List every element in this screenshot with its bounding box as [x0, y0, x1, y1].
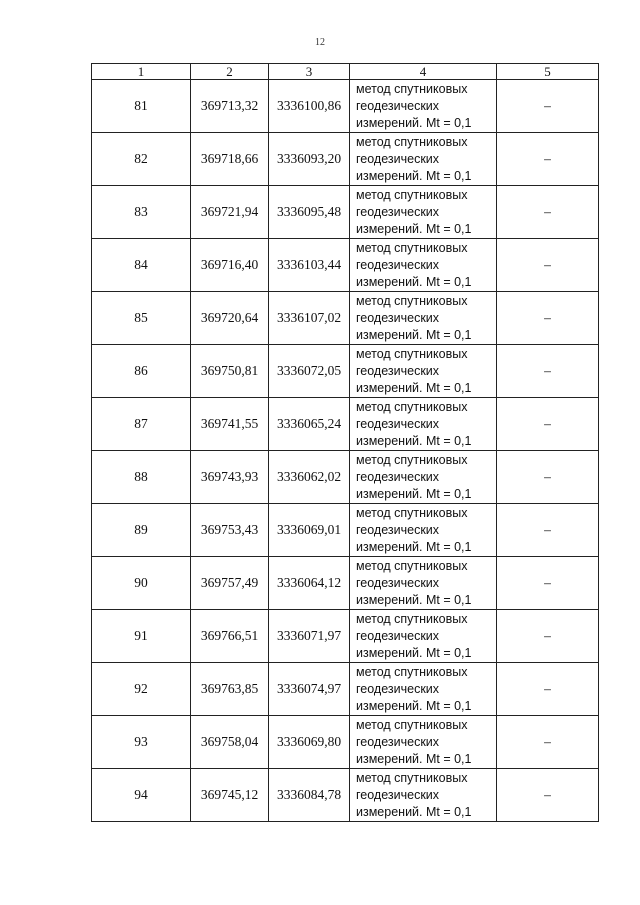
x-coordinate-cell: 369766,51: [191, 610, 269, 663]
note-cell: –: [497, 133, 599, 186]
note-cell: –: [497, 239, 599, 292]
method-line: измерений. Mt = 0,1: [356, 645, 472, 660]
note-cell: –: [497, 292, 599, 345]
method-line: измерений. Mt = 0,1: [356, 539, 472, 554]
column-header-4: 4: [350, 64, 497, 80]
method-line: измерений. Mt = 0,1: [356, 221, 472, 236]
method-cell: [350, 80, 497, 133]
table-row: [92, 80, 599, 133]
method-line: измерений. Mt = 0,1: [356, 433, 472, 448]
method-line: геодезических: [356, 734, 440, 749]
x-coordinate-cell: 369713,32: [191, 80, 269, 133]
y-coordinate-cell: 3336074,97: [269, 663, 350, 716]
method-line: метод спутниковых: [356, 770, 468, 785]
method-line: геодезических: [356, 469, 440, 484]
method-cell: [350, 663, 497, 716]
column-header-2: 2: [191, 64, 269, 80]
point-number-cell: 85: [92, 292, 191, 345]
point-number-cell: 90: [92, 557, 191, 610]
column-header-3: 3: [269, 64, 350, 80]
table-row: [92, 663, 599, 716]
method-line: измерений. Mt = 0,1: [356, 115, 472, 130]
method-line: измерений. Mt = 0,1: [356, 751, 472, 766]
method-cell: [350, 557, 497, 610]
x-coordinate-cell: 369741,55: [191, 398, 269, 451]
x-coordinate-cell: 369750,81: [191, 345, 269, 398]
point-number-cell: 93: [92, 716, 191, 769]
note-cell: –: [497, 716, 599, 769]
x-coordinate-cell: 369745,12: [191, 769, 269, 822]
x-coordinate-cell: 369718,66: [191, 133, 269, 186]
method-cell: [350, 451, 497, 504]
table-row: [92, 451, 599, 504]
method-line: геодезических: [356, 257, 440, 272]
method-line: геодезических: [356, 363, 440, 378]
method-cell: [350, 292, 497, 345]
x-coordinate-cell: 369757,49: [191, 557, 269, 610]
method-cell: [350, 345, 497, 398]
point-number-cell: 84: [92, 239, 191, 292]
method-line: геодезических: [356, 98, 440, 113]
method-cell: [350, 239, 497, 292]
method-line: измерений. Mt = 0,1: [356, 168, 472, 183]
x-coordinate-cell: 369716,40: [191, 239, 269, 292]
method-line: геодезических: [356, 522, 440, 537]
point-number-cell: 89: [92, 504, 191, 557]
method-line: геодезических: [356, 310, 440, 325]
method-line: метод спутниковых: [356, 558, 468, 573]
method-cell: [350, 610, 497, 663]
note-cell: –: [497, 610, 599, 663]
method-line: геодезических: [356, 787, 440, 802]
method-cell: [350, 716, 497, 769]
method-cell: [350, 504, 497, 557]
y-coordinate-cell: 3336069,80: [269, 716, 350, 769]
table-row: [92, 239, 599, 292]
note-cell: –: [497, 80, 599, 133]
y-coordinate-cell: 3336071,97: [269, 610, 350, 663]
y-coordinate-cell: 3336069,01: [269, 504, 350, 557]
method-line: метод спутниковых: [356, 611, 468, 626]
method-cell: [350, 769, 497, 822]
y-coordinate-cell: 3336065,24: [269, 398, 350, 451]
method-line: метод спутниковых: [356, 399, 468, 414]
method-cell: [350, 186, 497, 239]
y-coordinate-cell: 3336100,86: [269, 80, 350, 133]
x-coordinate-cell: 369753,43: [191, 504, 269, 557]
x-coordinate-cell: 369721,94: [191, 186, 269, 239]
method-line: метод спутниковых: [356, 187, 468, 202]
table-row: [92, 610, 599, 663]
method-cell: [350, 133, 497, 186]
note-cell: –: [497, 769, 599, 822]
column-header-1: 1: [92, 64, 191, 80]
y-coordinate-cell: 3336107,02: [269, 292, 350, 345]
method-line: геодезических: [356, 575, 440, 590]
point-number-cell: 88: [92, 451, 191, 504]
method-line: метод спутниковых: [356, 717, 468, 732]
table-row: [92, 292, 599, 345]
note-cell: –: [497, 663, 599, 716]
note-cell: –: [497, 451, 599, 504]
point-number-cell: 81: [92, 80, 191, 133]
y-coordinate-cell: 3336093,20: [269, 133, 350, 186]
page-number: 12: [315, 37, 325, 48]
note-cell: –: [497, 398, 599, 451]
method-line: измерений. Mt = 0,1: [356, 698, 472, 713]
y-coordinate-cell: 3336103,44: [269, 239, 350, 292]
point-number-cell: 91: [92, 610, 191, 663]
method-line: измерений. Mt = 0,1: [356, 486, 472, 501]
table-row: [92, 186, 599, 239]
table-row: [92, 716, 599, 769]
method-cell: [350, 398, 497, 451]
method-line: метод спутниковых: [356, 81, 468, 96]
point-number-cell: 86: [92, 345, 191, 398]
point-number-cell: 94: [92, 769, 191, 822]
method-line: измерений. Mt = 0,1: [356, 274, 472, 289]
method-line: измерений. Mt = 0,1: [356, 592, 472, 607]
y-coordinate-cell: 3336095,48: [269, 186, 350, 239]
note-cell: –: [497, 504, 599, 557]
method-line: метод спутниковых: [356, 134, 468, 149]
table-row: [92, 398, 599, 451]
column-header-5: 5: [497, 64, 599, 80]
x-coordinate-cell: 369743,93: [191, 451, 269, 504]
coordinates-table: [91, 63, 599, 822]
x-coordinate-cell: 369758,04: [191, 716, 269, 769]
method-line: метод спутниковых: [356, 346, 468, 361]
table-header-row: [92, 64, 599, 80]
method-line: геодезических: [356, 628, 440, 643]
table-row: [92, 345, 599, 398]
x-coordinate-cell: 369720,64: [191, 292, 269, 345]
method-line: измерений. Mt = 0,1: [356, 327, 472, 342]
method-line: метод спутниковых: [356, 240, 468, 255]
point-number-cell: 83: [92, 186, 191, 239]
note-cell: –: [497, 186, 599, 239]
point-number-cell: 92: [92, 663, 191, 716]
table-row: [92, 769, 599, 822]
method-line: метод спутниковых: [356, 452, 468, 467]
y-coordinate-cell: 3336062,02: [269, 451, 350, 504]
method-line: метод спутниковых: [356, 293, 468, 308]
note-cell: –: [497, 345, 599, 398]
method-line: измерений. Mt = 0,1: [356, 804, 472, 819]
x-coordinate-cell: 369763,85: [191, 663, 269, 716]
method-line: геодезических: [356, 204, 440, 219]
table-row: [92, 504, 599, 557]
table-body: [92, 80, 599, 822]
point-number-cell: 87: [92, 398, 191, 451]
point-number-cell: 82: [92, 133, 191, 186]
y-coordinate-cell: 3336084,78: [269, 769, 350, 822]
y-coordinate-cell: 3336064,12: [269, 557, 350, 610]
method-line: измерений. Mt = 0,1: [356, 380, 472, 395]
method-line: метод спутниковых: [356, 505, 468, 520]
method-line: геодезических: [356, 151, 440, 166]
method-line: геодезических: [356, 681, 440, 696]
method-line: геодезических: [356, 416, 440, 431]
method-line: метод спутниковых: [356, 664, 468, 679]
y-coordinate-cell: 3336072,05: [269, 345, 350, 398]
note-cell: –: [497, 557, 599, 610]
table-row: [92, 557, 599, 610]
table-row: [92, 133, 599, 186]
